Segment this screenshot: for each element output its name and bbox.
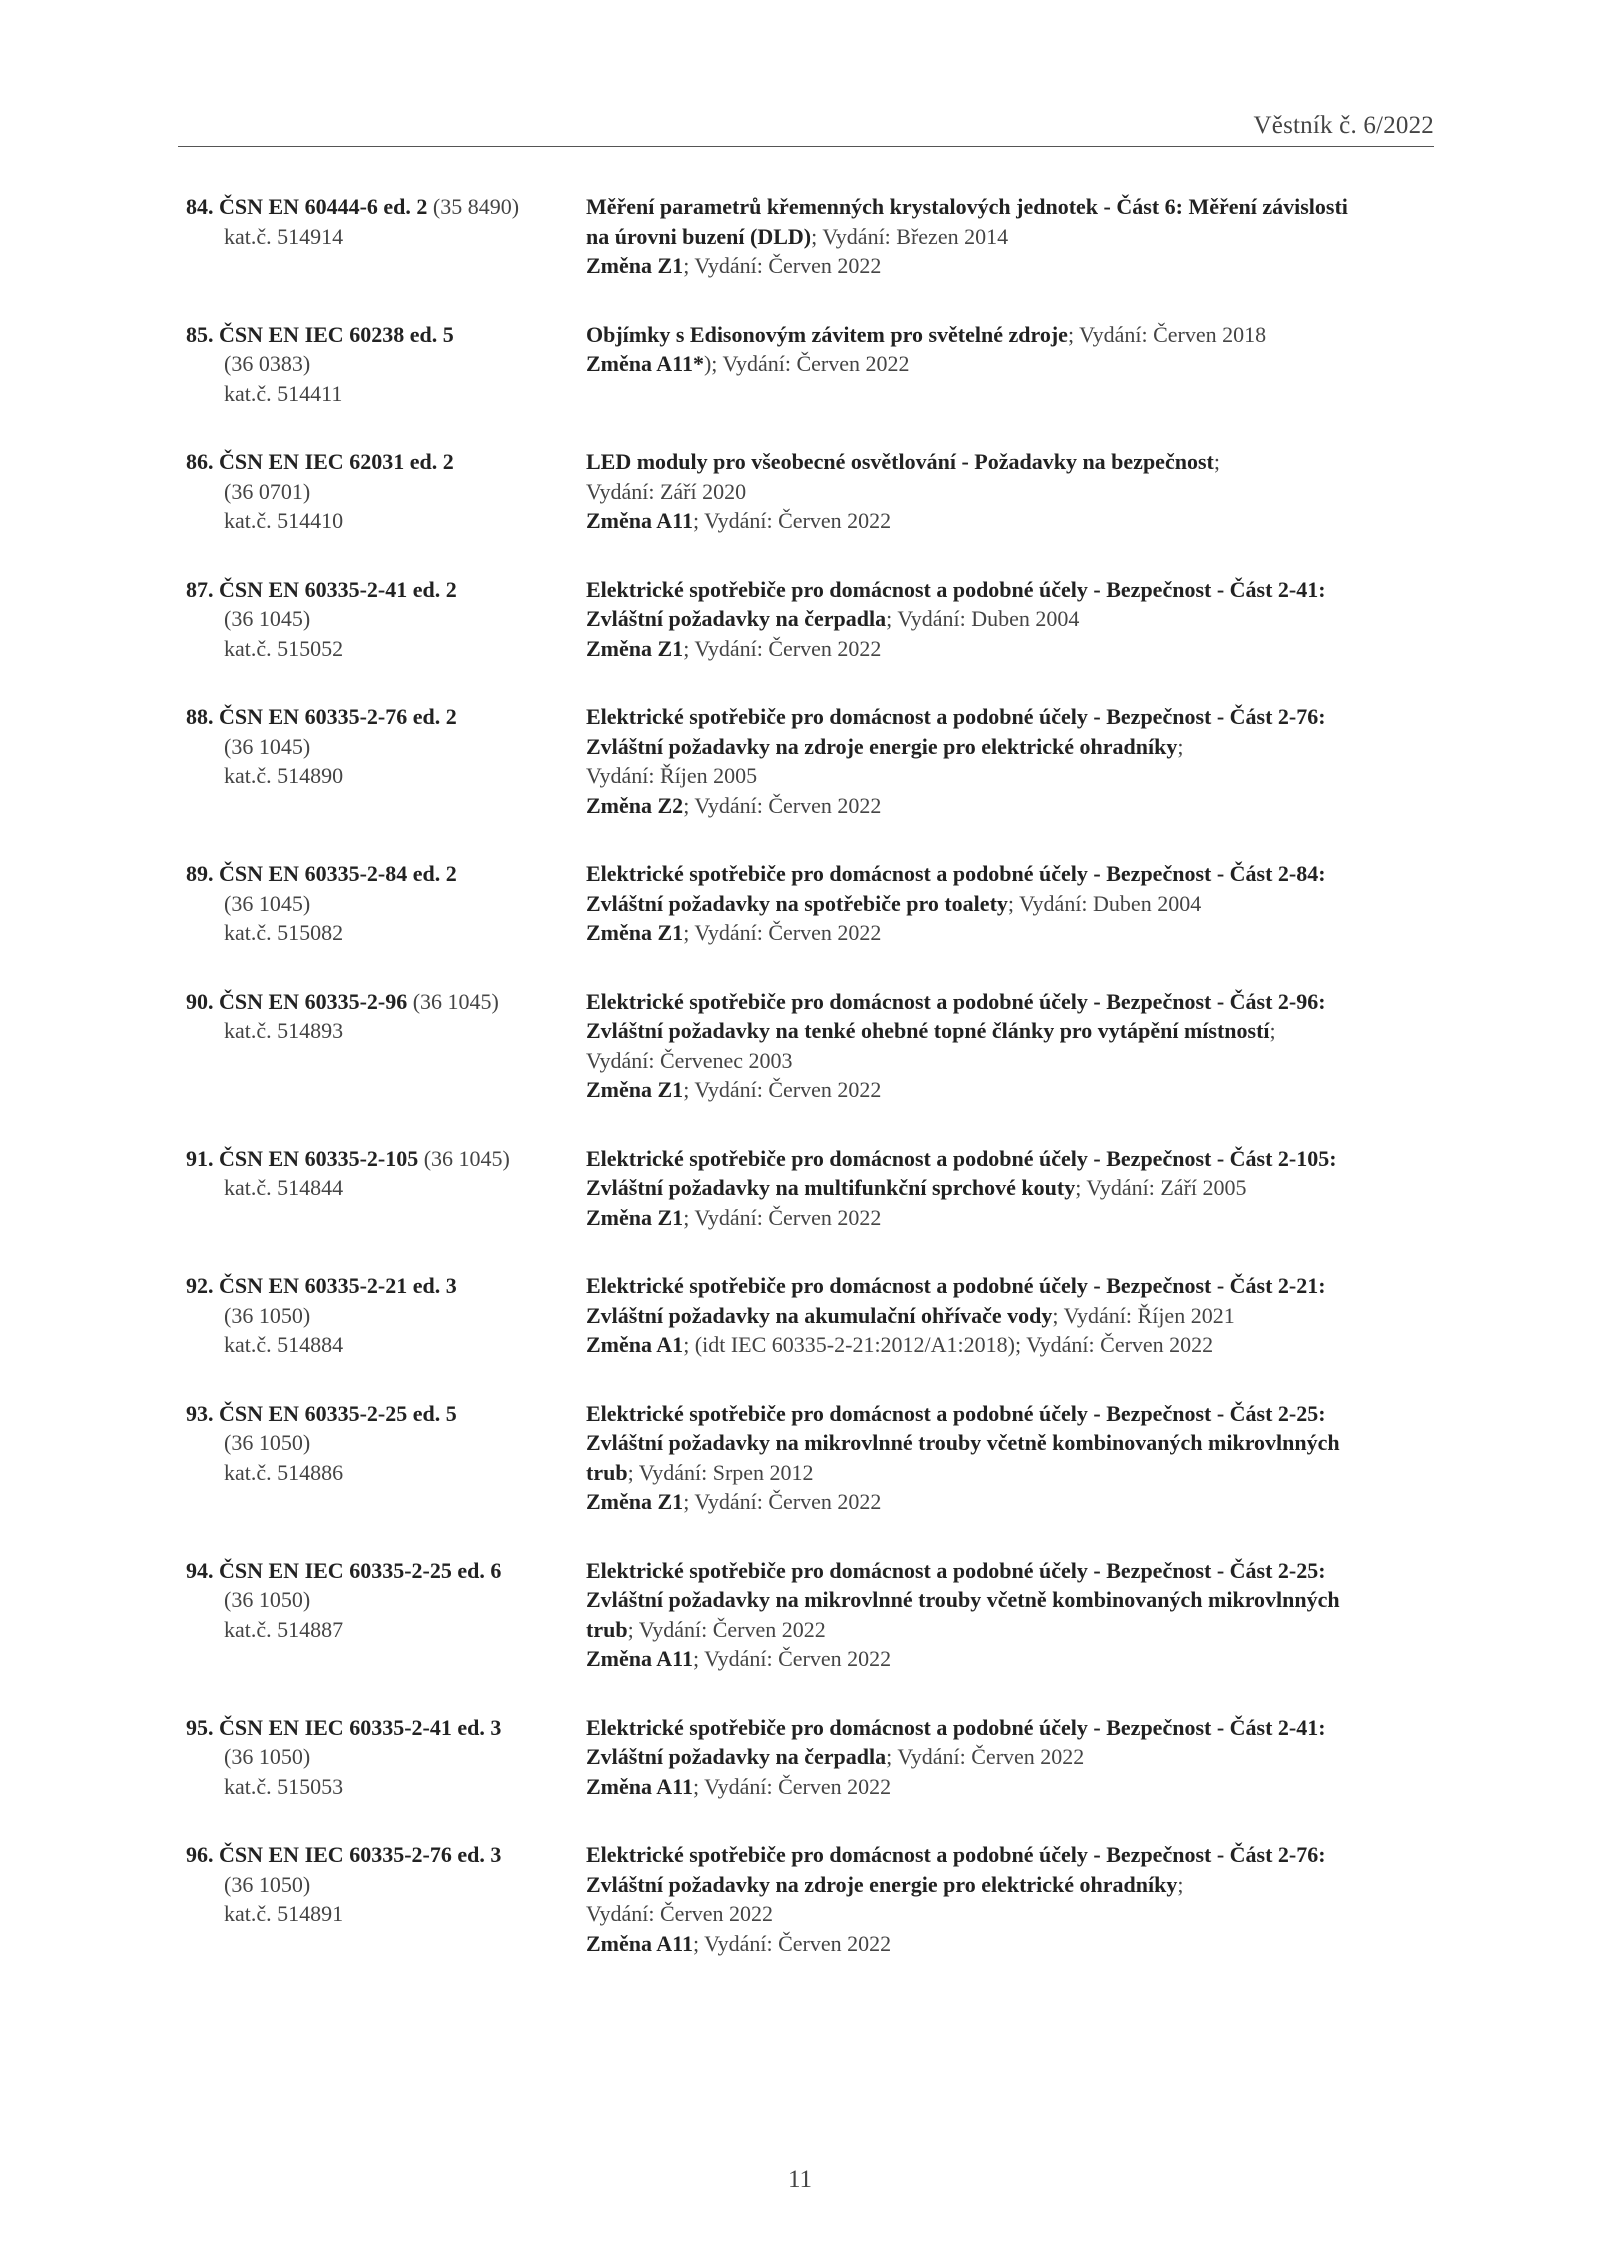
edition-text: ; Vydání: Červen 2022 [886, 1744, 1085, 1769]
edition-text: ; Vydání: Červen 2022 [692, 1930, 892, 1956]
edition-text: ; Vydání: Červen 2022 [683, 1077, 882, 1102]
title-text: Změna Z1 [586, 1489, 684, 1514]
standard-designation [186, 1144, 586, 1233]
title-text: Elektrické spotřebiče pro domácnost a podobné účely - Bezpečnost - Část 2-25: [586, 1400, 1326, 1426]
standard-code: ČSN EN 60335-2-21 ed. 3 [219, 1273, 457, 1298]
title-text: na úrovni buzení (DLD) [586, 223, 812, 249]
list-item [186, 447, 1436, 536]
classification-code: (36 1045) [224, 606, 311, 631]
standard-code: ČSN EN IEC 60335-2-41 ed. 3 [219, 1714, 502, 1740]
entry-number: 88. [186, 704, 214, 729]
edition-text: Vydání: Říjen 2005 [586, 763, 758, 788]
bulletin-title: Věstník č. 6/2022 [1253, 112, 1434, 139]
list-item [186, 1271, 1436, 1360]
list-item [186, 702, 1436, 820]
standard-code: ČSN EN IEC 62031 ed. 2 [219, 449, 454, 474]
standard-description [586, 192, 1436, 281]
standard-code: ČSN EN IEC 60238 ed. 5 [219, 321, 454, 347]
catalog-number: kat.č. 515052 [224, 635, 344, 661]
catalog-number: kat.č. 514411 [224, 380, 343, 406]
classification-code: (35 8490) [427, 194, 520, 219]
page-number: 11 [787, 2166, 813, 2193]
title-text: Změna A11 [586, 508, 693, 533]
edition-text: ; Vydání: Březen 2014 [811, 223, 1009, 249]
standard-description [586, 575, 1436, 664]
standard-designation [186, 1840, 586, 1958]
title-text: Elektrické spotřebiče pro domácnost a podobné účely - Bezpečnost - Část 2-105: [586, 1145, 1337, 1171]
title-text: Zvláštní požadavky na zdroje energie pro elektrické ohradníky [586, 733, 1178, 759]
title-text: Změna Z1 [586, 635, 684, 661]
edition-text: ; Vydání: Září 2005 [1075, 1175, 1247, 1200]
entry-number: 90. [186, 988, 214, 1014]
title-text: Změna A11 [586, 1930, 693, 1956]
classification-code: (36 1050) [224, 1430, 311, 1455]
title-text: Změna Z1 [586, 920, 684, 945]
catalog-number: kat.č. 515053 [224, 1773, 344, 1799]
list-item [186, 320, 1436, 409]
catalog-number: kat.č. 514844 [224, 1175, 344, 1200]
catalog-number: kat.č. 514887 [224, 1616, 344, 1642]
page-header [178, 108, 1434, 147]
catalog-number: kat.č. 514893 [224, 1018, 344, 1043]
standard-description [586, 1840, 1436, 1958]
standard-designation [186, 320, 586, 409]
title-text: Elektrické spotřebiče pro domácnost a podobné účely - Bezpečnost - Část 2-25: [586, 1557, 1326, 1583]
title-text: Měření parametrů křemenných krystalových jednotek - Část 6: Měření závislosti [586, 194, 1348, 219]
classification-code: (36 1045) [224, 890, 311, 916]
title-text: Změna A11 [586, 1773, 693, 1799]
edition-text: ; Vydání: Říjen 2021 [1052, 1302, 1235, 1328]
list-item [186, 192, 1436, 281]
standard-description [586, 859, 1436, 948]
classification-code: (36 1045) [418, 1145, 510, 1171]
classification-code: (36 1050) [224, 1302, 311, 1328]
edition-text: ; Vydání: Červen 2022 [692, 1646, 892, 1671]
classification-code: (36 1050) [224, 1871, 311, 1897]
edition-text: ); Vydání: Červen 2022 [703, 351, 910, 376]
title-text: Změna Z1 [586, 1204, 684, 1230]
title-text: Zvláštní požadavky na spotřebiče pro toalety [586, 890, 1008, 916]
title-text: Elektrické spotřebiče pro domácnost a podobné účely - Bezpečnost - Část 2-84: [586, 861, 1326, 886]
list-item [186, 1144, 1436, 1233]
edition-text: ; Vydání: Srpen 2012 [627, 1459, 814, 1485]
entry-number: 94. [186, 1557, 214, 1583]
standard-code: ČSN EN 60335-2-96 [219, 988, 408, 1014]
title-text: Změna A11* [586, 351, 704, 376]
entry-number: 89. [186, 861, 214, 886]
title-text: Změna A11 [586, 1646, 693, 1671]
entry-number: 93. [186, 1400, 214, 1426]
catalog-number: kat.č. 515082 [224, 920, 344, 945]
catalog-number: kat.č. 514890 [224, 763, 344, 788]
edition-text: ; Vydání: Červen 2022 [683, 253, 882, 278]
standard-designation [186, 702, 586, 820]
title-text: Změna Z2 [586, 792, 684, 818]
title-text: Zvláštní požadavky na multifunkční sprchové kouty [586, 1175, 1076, 1200]
catalog-number: kat.č. 514884 [224, 1332, 344, 1357]
catalog-number: kat.č. 514886 [224, 1459, 344, 1485]
edition-text: ; Vydání: Duben 2004 [1007, 890, 1202, 916]
edition-text: ; Vydání: Červen 2022 [683, 1204, 882, 1230]
standard-code: ČSN EN 60335-2-76 ed. 2 [219, 704, 457, 729]
title-text: Změna Z1 [586, 1077, 684, 1102]
standard-description [586, 702, 1436, 820]
title-text: Zvláštní požadavky na čerpadla [586, 1744, 887, 1769]
standard-designation [186, 1713, 586, 1802]
standard-description [586, 1713, 1436, 1802]
edition-text: ; [1177, 1871, 1184, 1897]
title-text: Zvláštní požadavky na čerpadla [586, 606, 887, 631]
edition-text: ; [1177, 733, 1184, 759]
title-text: Elektrické spotřebiče pro domácnost a podobné účely - Bezpečnost - Část 2-76: [586, 704, 1326, 729]
list-item [186, 1713, 1436, 1802]
standard-designation [186, 1399, 586, 1517]
catalog-number: kat.č. 514914 [224, 223, 344, 249]
classification-code: (36 0383) [224, 351, 311, 376]
list-item [186, 987, 1436, 1105]
title-text: Změna Z1 [586, 253, 684, 278]
classification-code: (36 1050) [224, 1744, 311, 1769]
standards-list [186, 192, 1436, 1997]
edition-text: ; Vydání: Duben 2004 [886, 606, 1080, 631]
standard-designation [186, 447, 586, 536]
edition-text: Vydání: Červen 2022 [586, 1901, 773, 1926]
entry-number: 95. [186, 1714, 214, 1740]
entry-number: 92. [186, 1273, 214, 1298]
title-text: Elektrické spotřebiče pro domácnost a podobné účely - Bezpečnost - Část 2-96: [586, 988, 1326, 1014]
list-item [186, 1840, 1436, 1958]
standard-designation [186, 1271, 586, 1360]
edition-text: ; Vydání: Červen 2022 [692, 1773, 892, 1799]
standard-code: ČSN EN IEC 60335-2-76 ed. 3 [219, 1842, 502, 1867]
catalog-number: kat.č. 514891 [224, 1901, 344, 1926]
standard-description [586, 447, 1436, 536]
title-text: Zvláštní požadavky na mikrovlnné trouby včetně kombinovaných mikrovlnných [586, 1587, 1340, 1612]
edition-text: ; Vydání: Červen 2018 [1067, 321, 1267, 347]
edition-text: ; Vydání: Červen 2022 [683, 1489, 882, 1514]
title-text: Zvláštní požadavky na zdroje energie pro elektrické ohradníky [586, 1871, 1178, 1897]
title-text: Změna A1 [586, 1332, 684, 1357]
title-text: Elektrické spotřebiče pro domácnost a podobné účely - Bezpečnost - Část 2-41: [586, 1714, 1326, 1740]
standard-code: ČSN EN 60335-2-84 ed. 2 [219, 861, 457, 886]
entry-number: 96. [186, 1842, 214, 1867]
title-text: Zvláštní požadavky na tenké ohebné topné články pro vytápění místností [586, 1018, 1270, 1043]
classification-code: (36 1045) [224, 733, 311, 759]
standard-code: ČSN EN 60335-2-41 ed. 2 [219, 576, 457, 602]
title-text: Elektrické spotřebiče pro domácnost a podobné účely - Bezpečnost - Část 2-76: [586, 1842, 1326, 1867]
entry-number: 86. [186, 449, 214, 474]
entry-number: 85. [186, 321, 214, 347]
title-text: trub [586, 1459, 628, 1485]
title-text: Elektrické spotřebiče pro domácnost a podobné účely - Bezpečnost - Část 2-41: [586, 576, 1326, 602]
standard-code: ČSN EN 60444-6 ed. 2 [219, 194, 428, 219]
catalog-number: kat.č. 514410 [224, 508, 344, 533]
standard-code: ČSN EN IEC 60335-2-25 ed. 6 [219, 1557, 502, 1583]
edition-text: Vydání: Červenec 2003 [586, 1047, 793, 1073]
title-text: Zvláštní požadavky na mikrovlnné trouby včetně kombinovaných mikrovlnných [586, 1430, 1340, 1455]
standard-description [586, 320, 1436, 409]
entry-number: 91. [186, 1145, 214, 1171]
standard-designation [186, 1556, 586, 1674]
standard-description [586, 1556, 1436, 1674]
edition-text: ; Vydání: Červen 2022 [683, 635, 882, 661]
entry-number: 84. [186, 194, 214, 219]
classification-code: (36 0701) [224, 478, 311, 504]
edition-text: ; Vydání: Červen 2022 [683, 792, 882, 818]
list-item [186, 1556, 1436, 1674]
list-item [186, 859, 1436, 948]
title-text: LED moduly pro všeobecné osvětlování - Požadavky na bezpečnost [586, 449, 1214, 474]
edition-text: Vydání: Září 2020 [586, 478, 747, 504]
standard-code: ČSN EN 60335-2-105 [219, 1145, 419, 1171]
edition-text: ; Vydání: Červen 2022 [627, 1616, 826, 1642]
standard-description [586, 1271, 1436, 1360]
title-text: trub [586, 1616, 628, 1642]
classification-code: (36 1045) [407, 988, 499, 1014]
standard-description [586, 1144, 1436, 1233]
list-item [186, 1399, 1436, 1517]
standard-designation [186, 575, 586, 664]
standard-description [586, 1399, 1436, 1517]
title-text: Objímky s Edisonovým závitem pro světelné zdroje [586, 321, 1068, 347]
standard-designation [186, 987, 586, 1105]
title-text: Zvláštní požadavky na akumulační ohřívače vody [586, 1302, 1053, 1328]
edition-text: ; Vydání: Červen 2022 [692, 508, 892, 533]
edition-text: ; (idt IEC 60335-2-21:2012/A1:2018); Vydání: Červen 2022 [683, 1332, 1214, 1357]
edition-text: ; Vydání: Červen 2022 [683, 920, 882, 945]
classification-code: (36 1050) [224, 1587, 311, 1612]
entry-number: 87. [186, 576, 214, 602]
title-text: Elektrické spotřebiče pro domácnost a podobné účely - Bezpečnost - Část 2-21: [586, 1273, 1326, 1298]
edition-text: ; [1213, 449, 1220, 474]
edition-text: ; [1269, 1018, 1276, 1043]
standard-designation [186, 192, 586, 281]
list-item [186, 575, 1436, 664]
standard-code: ČSN EN 60335-2-25 ed. 5 [219, 1400, 457, 1426]
standard-designation [186, 859, 586, 948]
standard-description [586, 987, 1436, 1105]
